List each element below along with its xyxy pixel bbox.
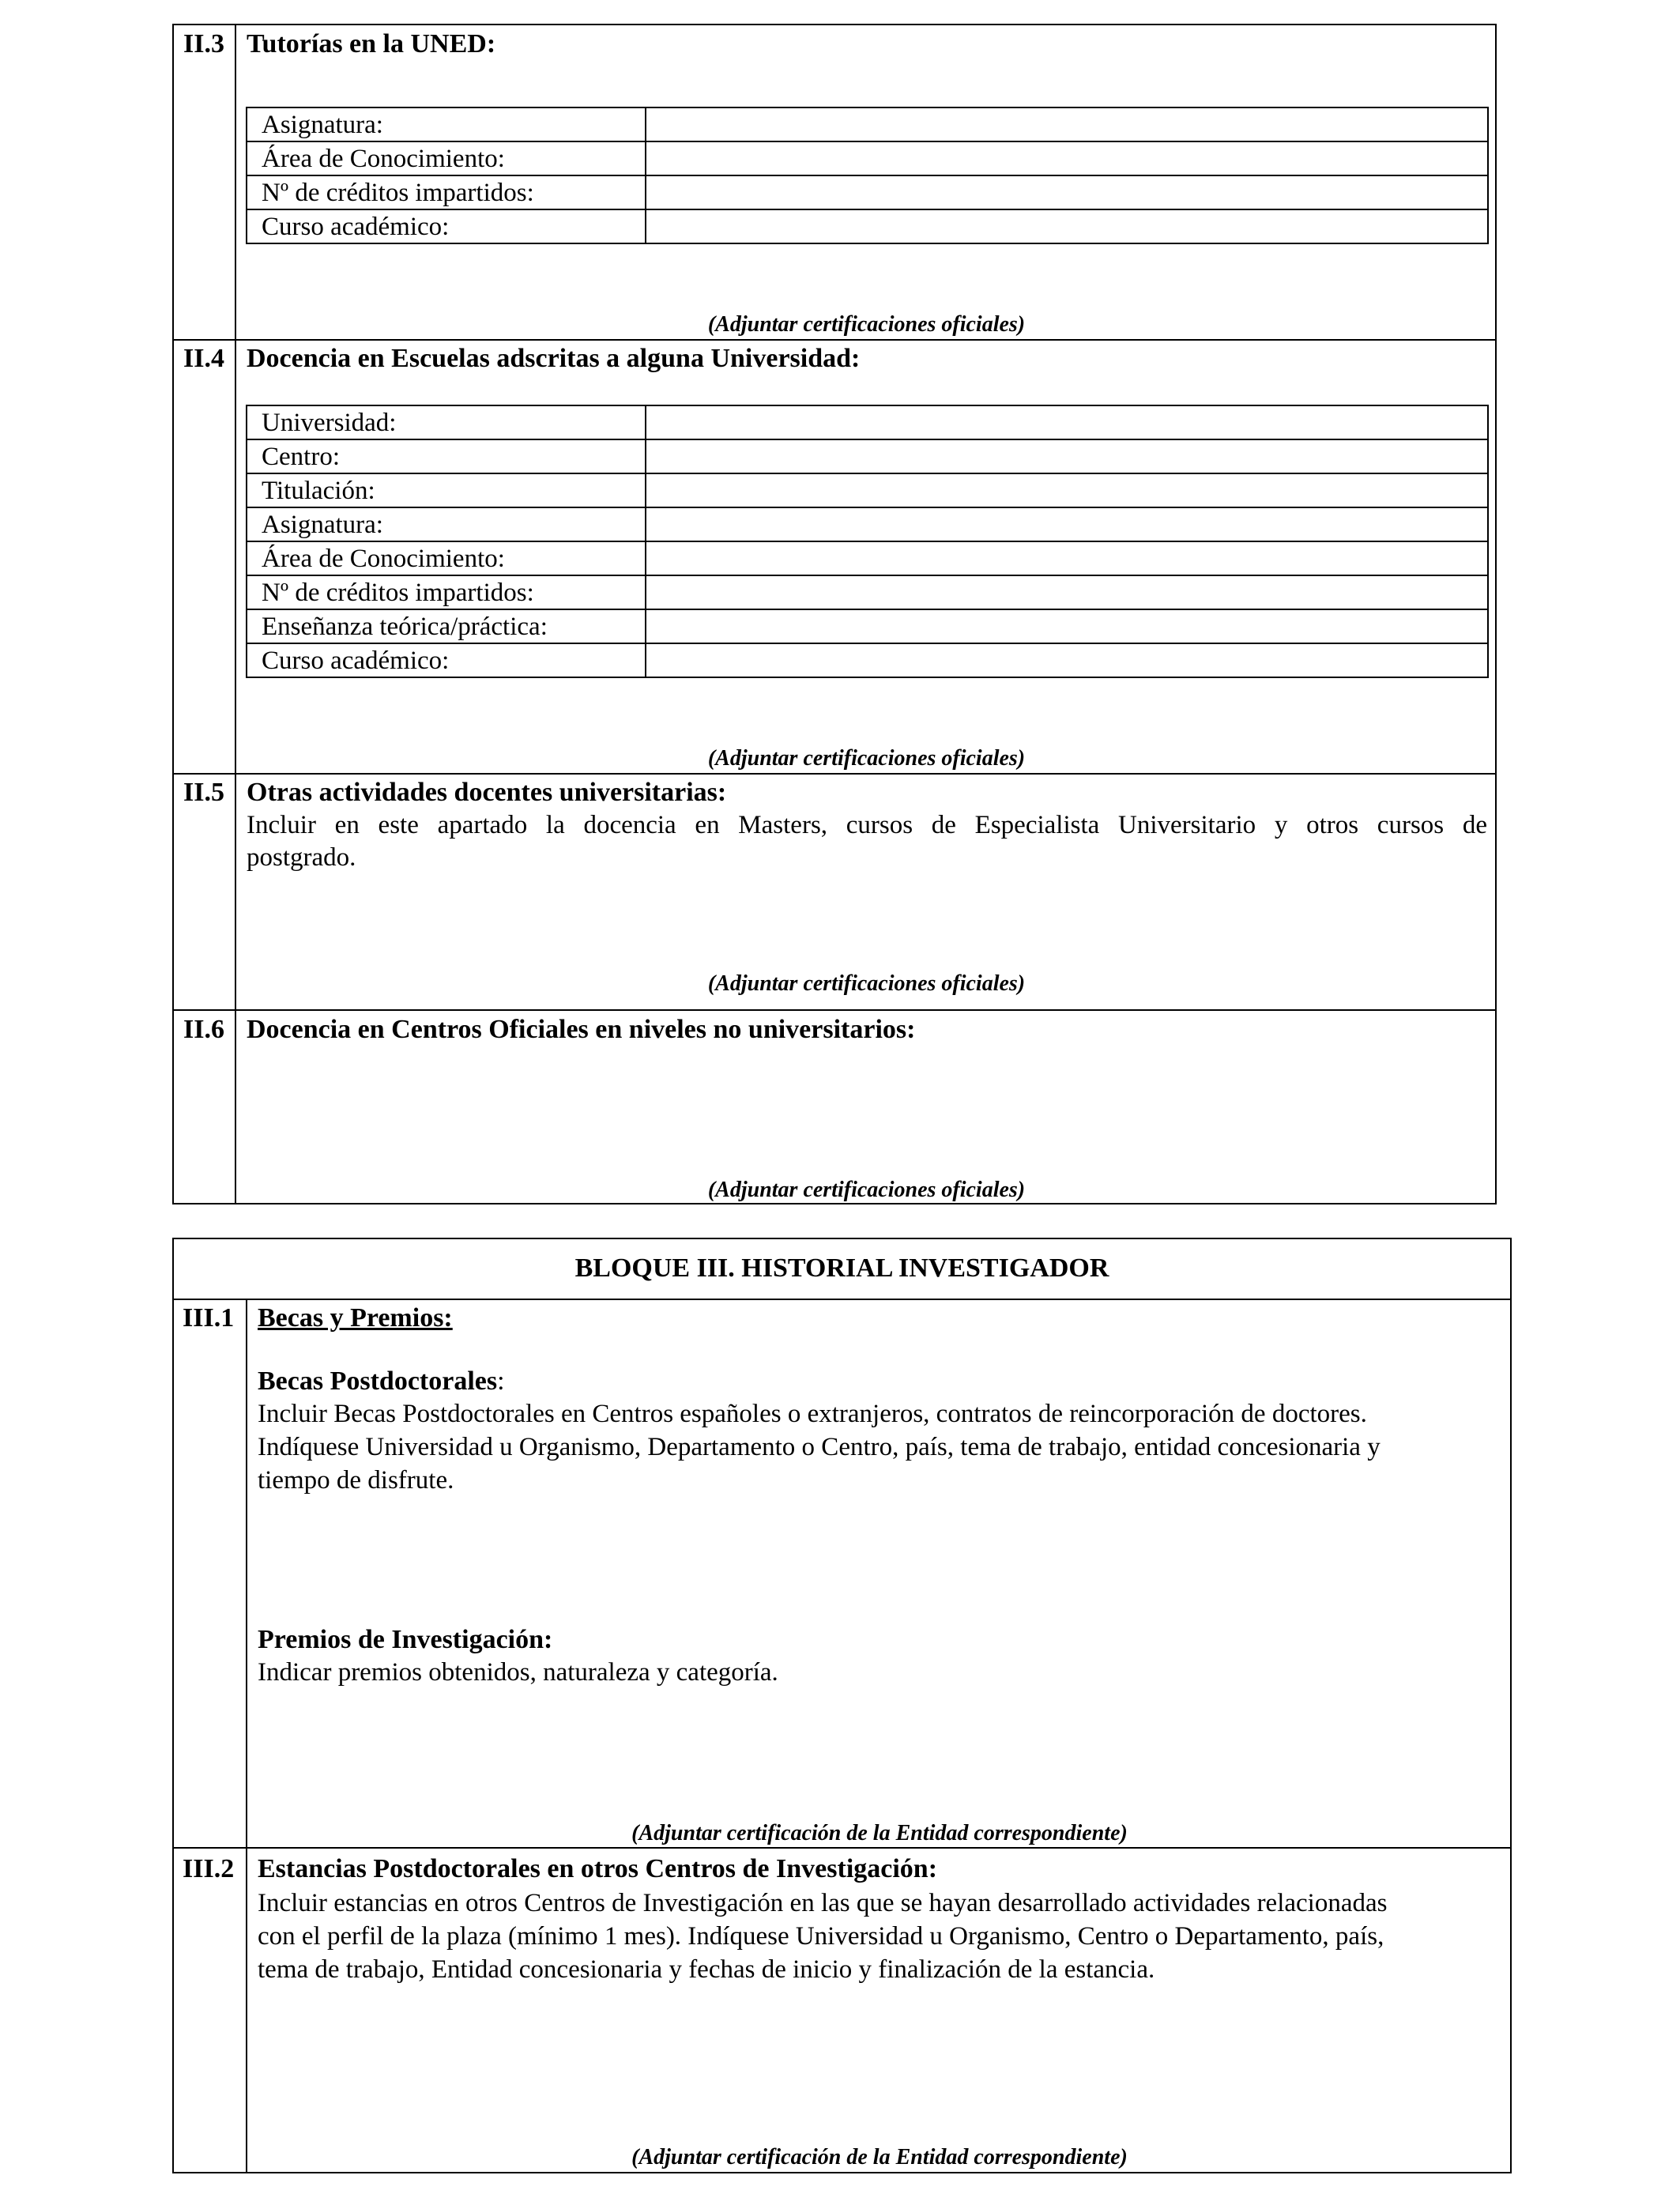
field-value[interactable]	[646, 209, 1488, 243]
subsection-title-premios: Premios de Investigación:	[258, 1625, 553, 1654]
section-number: II.4	[183, 344, 224, 373]
certification-note: (Adjuntar certificaciones oficiales)	[707, 971, 1026, 996]
section-description: Incluir en este apartado la docencia en Masters, cursos de Especialista Universitario y otros cursos de	[247, 811, 1487, 839]
section-title: Estancias Postdoctorales en otros Centros de Investigación:	[258, 1854, 938, 1883]
form-row	[247, 107, 1488, 141]
field-value[interactable]	[646, 141, 1488, 175]
section-title: Otras actividades docentes universitarias:	[247, 778, 727, 807]
form-row	[247, 209, 1488, 243]
field-value[interactable]	[646, 405, 1488, 439]
form-row	[247, 473, 1488, 507]
form-row	[247, 507, 1488, 541]
certification-note: (Adjuntar certificación de la Entidad correspondiente)	[631, 2145, 1128, 2169]
certification-note: (Adjuntar certificación de la Entidad correspondiente)	[631, 1821, 1128, 1845]
estancias-description-line: tema de trabajo, Entidad concesionaria y fechas de inicio y finalización de la estancia.	[258, 1955, 1155, 1984]
estancias-description-line: con el perfil de la plaza (mínimo 1 mes). Indíquese Universidad u Organismo, Centro o Departamento, país,	[258, 1922, 1384, 1951]
form-row	[247, 609, 1488, 643]
field-value[interactable]	[646, 541, 1488, 575]
certification-note: (Adjuntar certificaciones oficiales)	[707, 746, 1026, 771]
subsection-title-colon: :	[497, 1367, 505, 1396]
field-value[interactable]	[646, 107, 1488, 141]
field-label: Nº de créditos impartidos:	[247, 575, 646, 609]
subsection-title-text: Becas Postdoctorales	[258, 1367, 498, 1396]
field-label: Nº de créditos impartidos:	[247, 175, 646, 209]
section-ii-column-divider	[235, 24, 236, 1204]
premios-description-line: Indicar premios obtenidos, naturaleza y categoría.	[258, 1658, 778, 1687]
field-label: Curso académico:	[247, 209, 646, 243]
section-number: III.1	[183, 1303, 235, 1333]
field-value[interactable]	[646, 507, 1488, 541]
certification-note: (Adjuntar certificaciones oficiales)	[707, 312, 1026, 337]
becas-description-line: Incluir Becas Postdoctorales en Centros españoles o extranjeros, contratos de reincorporación de doctores.	[258, 1400, 1367, 1428]
field-value[interactable]	[646, 609, 1488, 643]
field-value[interactable]	[646, 643, 1488, 677]
form-row	[247, 643, 1488, 677]
certification-note: (Adjuntar certificaciones oficiales)	[707, 1178, 1026, 1202]
field-label: Centro:	[247, 439, 646, 473]
section-number: III.2	[183, 1854, 235, 1883]
subsection-title-becas	[258, 1366, 505, 1397]
form-row	[247, 439, 1488, 473]
tutorias-form-table	[246, 107, 1489, 244]
row-divider-ii-4	[172, 339, 1497, 341]
field-label: Asignatura:	[247, 507, 646, 541]
field-value[interactable]	[646, 473, 1488, 507]
section-number: II.3	[183, 29, 224, 58]
estancias-description-line: Incluir estancias en otros Centros de Investigación en las que se hayan desarrollado actividades relacionadas	[258, 1889, 1388, 1917]
form-row	[247, 541, 1488, 575]
field-label: Universidad:	[247, 405, 646, 439]
form-row	[247, 405, 1488, 439]
field-label: Enseñanza teórica/práctica:	[247, 609, 646, 643]
section-number: II.6	[183, 1015, 224, 1044]
field-label: Curso académico:	[247, 643, 646, 677]
section-title: Docencia en Centros Oficiales en niveles no universitarios:	[247, 1015, 916, 1044]
field-value[interactable]	[646, 439, 1488, 473]
section-title: Tutorías en la UNED:	[247, 29, 496, 58]
section-title: Becas y Premios:	[258, 1303, 453, 1333]
row-divider-ii-5	[172, 773, 1497, 775]
block-header-divider	[172, 1299, 1512, 1300]
field-value[interactable]	[646, 575, 1488, 609]
row-divider-iii-2	[172, 1847, 1512, 1849]
field-label: Titulación:	[247, 473, 646, 507]
row-divider-ii-6	[172, 1009, 1497, 1011]
section-number: II.5	[183, 778, 224, 807]
section-iii-column-divider	[246, 1299, 247, 2173]
form-row	[247, 575, 1488, 609]
field-value[interactable]	[646, 175, 1488, 209]
escuelas-form-table	[246, 405, 1489, 678]
form-row	[247, 175, 1488, 209]
section-title: Docencia en Escuelas adscritas a alguna Universidad:	[247, 344, 861, 373]
field-label: Asignatura:	[247, 107, 646, 141]
block-header: BLOQUE III. HISTORIAL INVESTIGADOR	[574, 1253, 1109, 1283]
section-description-cont: postgrado.	[247, 843, 356, 872]
form-row	[247, 141, 1488, 175]
field-label: Área de Conocimiento:	[247, 141, 646, 175]
becas-description-line: tiempo de disfrute.	[258, 1466, 454, 1495]
field-label: Área de Conocimiento:	[247, 541, 646, 575]
becas-description-line: Indíquese Universidad u Organismo, Departamento o Centro, país, tema de trabajo, entidad concesionaria y	[258, 1433, 1381, 1461]
